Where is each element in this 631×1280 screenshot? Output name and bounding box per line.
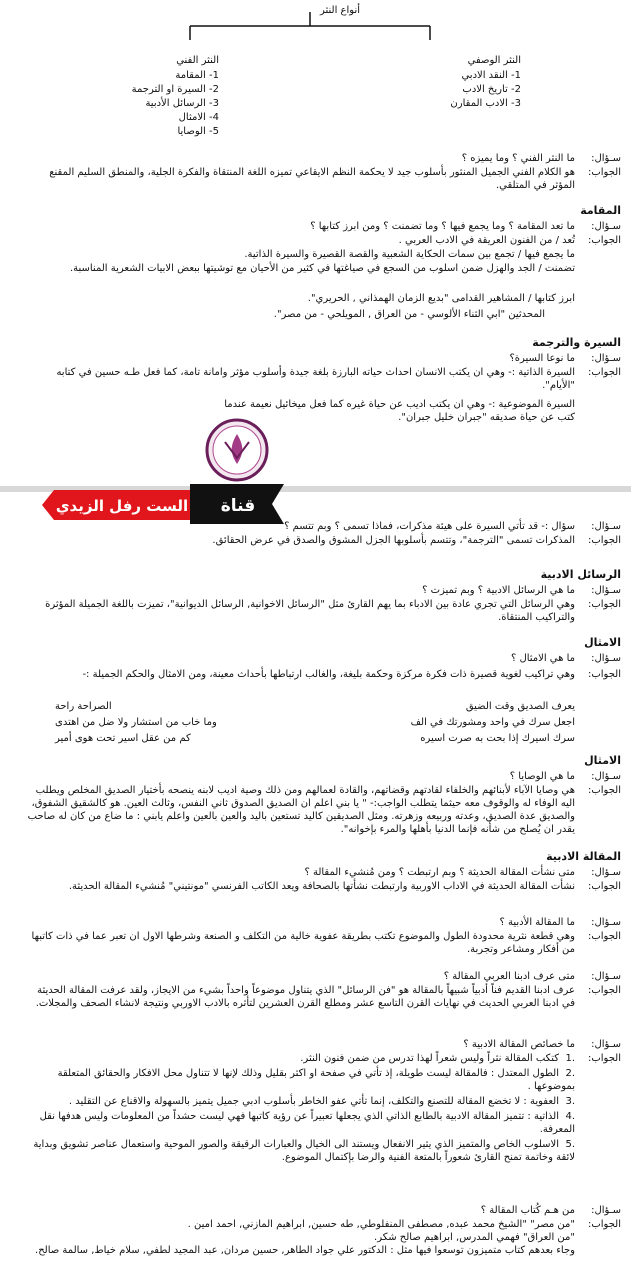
proverb: الصراحة راحة: [55, 701, 112, 712]
answer-label: الجواب:: [587, 599, 621, 610]
answer-label: الجواب:: [587, 367, 621, 378]
answer: [21, 366, 621, 392]
answer: [21, 534, 621, 547]
list-item: .3العفوية : لا تخضع المقالة للتصنع والتكلف، إنما تأتي عفو الخاطر بأسلوب ادبي جميل يتميز بالسهولة والاقناع عن التقليد .: [68, 1096, 575, 1107]
tree-title: أنواع النثر: [319, 5, 361, 16]
answer-label: الجواب:: [587, 167, 621, 178]
branch-item: 2- تاريخ الادب: [462, 84, 521, 95]
question-label: سـؤال:: [591, 221, 621, 232]
question-text: ما هي الامثال ؟: [510, 653, 575, 664]
answer: [21, 234, 621, 247]
section-heading: الامثال: [584, 636, 621, 649]
answer-text: تُعد / من الفنون العريقة في الادب العربي .: [398, 235, 575, 246]
branch-item: 3- الرسائل الأدبية: [145, 98, 219, 109]
branch-item: 2- السيرة او الترجمة: [131, 84, 219, 95]
question-label: سـؤال:: [591, 1039, 621, 1050]
answer-text: هي وصايا الآباء لأبنائهم والخلفاء لقادتهم وقضاتهم، والقادة لعمالهم ومن ذلك وصية اديب لابنه ينصحه بأختيار الصديق المخلص ويطلب اليه الوفاء له والوقوف معه حيثما يتطلب الواجب:- " يا بني اعلم ان الصديق الصدوق ثاني النفس، وثالث العين. هو كالشقيق الشفوق، والصديق عدة الصديق، وعدته وربيعه وزهرته. ومثل الصديقين كاليد تستعين باليد والعين بالعين واعلم يابني : ما ضاع من كان له صاحب يقدر ان يُصلح من شأنه فإنما الدنيا بأهلها والمرء بإخوانه".: [27, 785, 575, 835]
question-label: سـؤال:: [591, 585, 621, 596]
answer-label: الجواب:: [587, 931, 621, 942]
answer-text: المذكرات تسمى "الترجمة"، وتتسم بأسلوبها الجزل المشوق والصدق في عرض الحقائق.: [212, 535, 575, 546]
question-text: سؤال :- قد تأتي السيرة على هيئة مذكرات، فماذا تسمى ؟ وبم تتسم ؟: [284, 521, 575, 532]
answer: [21, 598, 621, 624]
section-heading: المقالة الادبية: [546, 850, 621, 863]
proverb-row: [55, 732, 575, 745]
proverb: سرك اسيرك إذا بحت به صرت اسيره: [420, 733, 575, 744]
question-text: متى عرف ادبنا العربي المقالة ؟: [443, 971, 575, 982]
answer-label: الجواب:: [587, 669, 621, 680]
question-text: ما هي الرسائل الادبية ؟ وبم تميزت ؟: [422, 585, 575, 596]
question-text: متى نشأت المقالة الحديثة ؟ وبم ارتبطت ؟ ومن مُنشيء المقالة ؟: [304, 867, 575, 878]
proverb: كم من عقل اسير تحت هوى أمير: [55, 733, 191, 744]
answer-line: "من العراق" فهمي المدرس, ابراهيم صالح شكر.: [374, 1232, 575, 1243]
answer-line: ابرز كتابها / المشاهير القدامى "بديع الزمان الهمذاني , الحريري".: [307, 293, 575, 304]
branch-item: 5- الوصايا: [177, 126, 219, 137]
answer-label: الجواب:: [587, 881, 621, 892]
question-text: ما النثر الفني ؟ وما يميزه ؟: [461, 153, 575, 164]
question-label: سـؤال:: [591, 917, 621, 928]
list-item-text: الاسلوب الخاص والمتميز الذي يثير الانفعال ويستند الى الخيال والعبارات الرقيقة والصور الموحية واستعمال عناصر تشويق وبداية لائقة وخاتمة تمنح القارئ شعوراً بالمتعة الفنية والرضا بإكتمال الموضوع.: [33, 1139, 575, 1163]
answer-label: الجواب:: [587, 235, 621, 246]
list-item-text: الذاتية : تتميز المقالة الادبية بالطابع الذاتي الذي يجعلها تعبيراً عن رؤية كاتبها فهي ليست حشداً من المعلومات وليس هدفها نقل المعرفة.: [39, 1111, 575, 1135]
list-item: .2الطول المعتدل : فالمقالة ليست طويلة، إذ تأتي في صفحة او اكثر بقليل وذلك لإنها لا تتناول محل الافكار والحقائق المتعلقة بموضوعها .: [57, 1068, 575, 1092]
answer-text: وهي الرسائل التي تجري عادة بين الادباء بما يهم القارئ مثل "الرسائل الاخوانية, الرسائل الديوانية"، تميزت باللغة الجميلة المؤثرة والتراكيب المنتقاة.: [45, 599, 575, 623]
section-heading: الرسائل الادبية: [540, 568, 621, 581]
proverb: اجعل سرك في واحد ومشورتك في الف: [410, 717, 575, 728]
question: [21, 1204, 621, 1217]
branch-item: 3- الادب المقارن: [450, 98, 521, 109]
question-label: سـؤال:: [591, 653, 621, 664]
answer-line: السيرة الموضوعية :- وهي ان يكتب اديب عن حياة غيره كما فعل ميخائيل نعيمة عندما كتب عن حياة صديقه "جبران خليل جبران".: [224, 399, 575, 423]
tree-connector: [170, 12, 470, 42]
answer: [21, 166, 621, 192]
artistic-prose-branch: [69, 54, 219, 139]
answer-line: "من مصر" "الشيخ محمد عبده, مصطفى المنفلوطي, طه حسين, ابراهيم المازني, احمد امين .: [187, 1219, 575, 1230]
list-item: .5الاسلوب الخاص والمتميز الذي يثير الانفعال ويستند الى الخيال والعبارات الرقيقة والصور الموحية واستعمال عناصر تشويق وبداية لائقة وخاتمة تمنح القارئ شعوراً بالمتعة الفنية والرضا بإكتمال الموضوع.: [33, 1139, 575, 1163]
proverb-row: [55, 700, 575, 713]
descriptive-prose-branch: [371, 54, 521, 111]
question: [21, 652, 621, 665]
section-heading: الامثال: [584, 754, 621, 767]
answer-text: هو الكلام الفني الجميل المنثور بأسلوب جيد لا يحكمة النظم الايقاعي تميزه اللغة المنتقاة والفكرة الجلية، والمنطق السليم المقنع المؤثر في المتلقي.: [49, 167, 575, 191]
question: [21, 352, 621, 365]
question: [21, 584, 621, 597]
answer: [21, 1218, 621, 1257]
branch-item: 1- المقامة: [175, 70, 219, 81]
question: [21, 866, 621, 879]
answer-line: وجاء بعدهم كتاب متميزون توسعوا فيها مثل : الدكتور علي جواد الطاهر, حسين مردان, عبد المجيد لطفي, سلام خياط, سالمة صالح.: [35, 1245, 575, 1256]
list-item-text: العفوية : لا تخضع المقالة للتصنع والتكلف، إنما تأتي عفو الخاطر بأسلوب ادبي جميل يتميز بالسهولة والاقناع عن التقليد .: [68, 1096, 559, 1107]
answer-label: الجواب:: [587, 1219, 621, 1230]
branch-heading: النثر الفني: [176, 55, 219, 66]
answer-line: تضمنت / الجد والهزل ضمن اسلوب من السجع في صياغتها في كثير من الأحيان مع توشيتها ببعض الابيات الشعرية المناسبة.: [69, 263, 575, 274]
answer-text: وهي تراكيب لغوية قصيرة ذات فكرة مركزة وحكمة بليغة، والغالب ارتباطها بأحداث معينة، ومن الامثال والحكم الجميلة :-: [82, 669, 575, 680]
answer-label: الجواب:: [587, 535, 621, 546]
banner-channel-label: قناة: [220, 496, 256, 516]
answer-label: الجواب:: [587, 1053, 621, 1064]
answer-text: عرف ادبنا القديم فناً أدبياً شبيهاً بالمقالة هو "فن الرسائل" الذي يتناول موضوعاً واحداً بشيء من الايجاز، ولقد عرفت المقالة الحديثة في ادبنا العربي الحديث في نهايات القرن التاسع عشر ومطلع القرن العشرين لتأثره بالادب الاوربي ونتيجة لانشاء الصحف والمجلات.: [35, 985, 575, 1009]
section-heading: المقامة: [580, 204, 621, 217]
question-text: ما خصائص المقالة الادبية ؟: [463, 1039, 575, 1050]
branch-item: 4- الامثال: [178, 112, 219, 123]
question: [21, 220, 621, 233]
question-label: سـؤال:: [591, 521, 621, 532]
proverb: يعرف الصديق وقت الضيق: [465, 701, 575, 712]
answer-line: ما يجمع فيها / تجمع بين سمات الحكاية الشعبية والقصة القصيرة والسيرة الذاتية.: [244, 249, 575, 260]
answer-text: وهي قطعة نثرية محدودة الطول والموضوع تكتب بطريقة عفوية خالية من التكلف و الصنعة وشرطها الاول ان تعبر عما في ذات كاتبها من أفكار ومشاعر وتجربة.: [31, 931, 575, 955]
list-item-text: الطول المعتدل : فالمقالة ليست طويلة، إذ تأتي في صفحة او اكثر بقليل وذلك لإنها لا تتناول محل الافكار والحقائق المتعلقة بموضوعها .: [57, 1068, 575, 1092]
answer-text: [21, 1218, 575, 1257]
question: [21, 916, 621, 929]
answer: [21, 784, 621, 836]
answer-label: الجواب:: [587, 785, 621, 796]
answer: [21, 1052, 621, 1164]
question-text: من هـم كُتاب المقالة ؟: [480, 1205, 575, 1216]
question-label: سـؤال:: [591, 353, 621, 364]
answer-text: السيرة الذاتية :- وهي ان يكتب الانسان احداث حياته البارزة بلغة جيدة وأسلوب مؤثر وامانة تامة، كما فعل طـه حسين في كتابه "الأيام".: [56, 367, 575, 391]
channel-logo: [205, 418, 269, 482]
question-text: ما تعد المقامة ؟ وما يجمع فيها ؟ وما تضمنت ؟ ومن ابرز كتابها ؟: [310, 221, 575, 232]
question-label: سـؤال:: [591, 153, 621, 164]
proverb: وما خاب من استشار ولا ضل من اهتدى: [55, 717, 217, 728]
question-text: ما المقالة الأدبية ؟: [499, 917, 575, 928]
question-label: سـؤال:: [591, 1205, 621, 1216]
answer: [21, 668, 621, 681]
branch-item: 1- النقد الادبي: [461, 70, 521, 81]
page-bottom: [0, 492, 631, 1280]
page-top: [0, 0, 631, 486]
proverbs-list: [55, 700, 575, 745]
question-text: ما نوعا السيرة؟: [509, 353, 575, 364]
list-item: .4الذاتية : تتميز المقالة الادبية بالطابع الذاتي الذي يجعلها تعبيراً عن رؤية كاتبها فهي ليست حشداً من المعلومات وليس هدفها نقل المعرفة.: [39, 1111, 575, 1135]
answer-line: المحدثين "ابي الثناء الألوسي - من العراق , المويلحي - من مصر".: [273, 309, 545, 320]
question-label: سـؤال:: [591, 971, 621, 982]
question-text: ما هي الوصايا ؟: [509, 771, 575, 782]
list-item: .1كتكب المقالة نثراً وليس شعراً لهذا تدرس من ضمن فنون النثر.: [300, 1053, 575, 1064]
banner-name: الست رفل الزيدي: [55, 497, 189, 515]
question-label: سـؤال:: [591, 867, 621, 878]
list-item-text: كتكب المقالة نثراً وليس شعراً لهذا تدرس من ضمن فنون النثر.: [300, 1053, 559, 1064]
section-heading: السيرة والترجمة: [532, 336, 621, 349]
characteristics-list: [21, 1052, 575, 1164]
question: [21, 152, 621, 165]
answer: [21, 930, 621, 956]
answer-label: الجواب:: [587, 985, 621, 996]
question: [21, 970, 621, 983]
answer: [21, 984, 621, 1010]
question: [21, 770, 621, 783]
proverb-row: [55, 716, 575, 729]
branch-heading: النثر الوصفي: [467, 55, 521, 66]
question-label: سـؤال:: [591, 771, 621, 782]
answer-text: نشأت المقالة الحديثة في الاداب الاوربية وارتبطت نشأتها بالصحافة ويعد الكاتب الفرنسي "مونتيني" مُنشيء المقالة الحديثة.: [68, 881, 575, 892]
question: [21, 1038, 621, 1051]
channel-banner: [40, 478, 290, 524]
answer: [21, 880, 621, 893]
